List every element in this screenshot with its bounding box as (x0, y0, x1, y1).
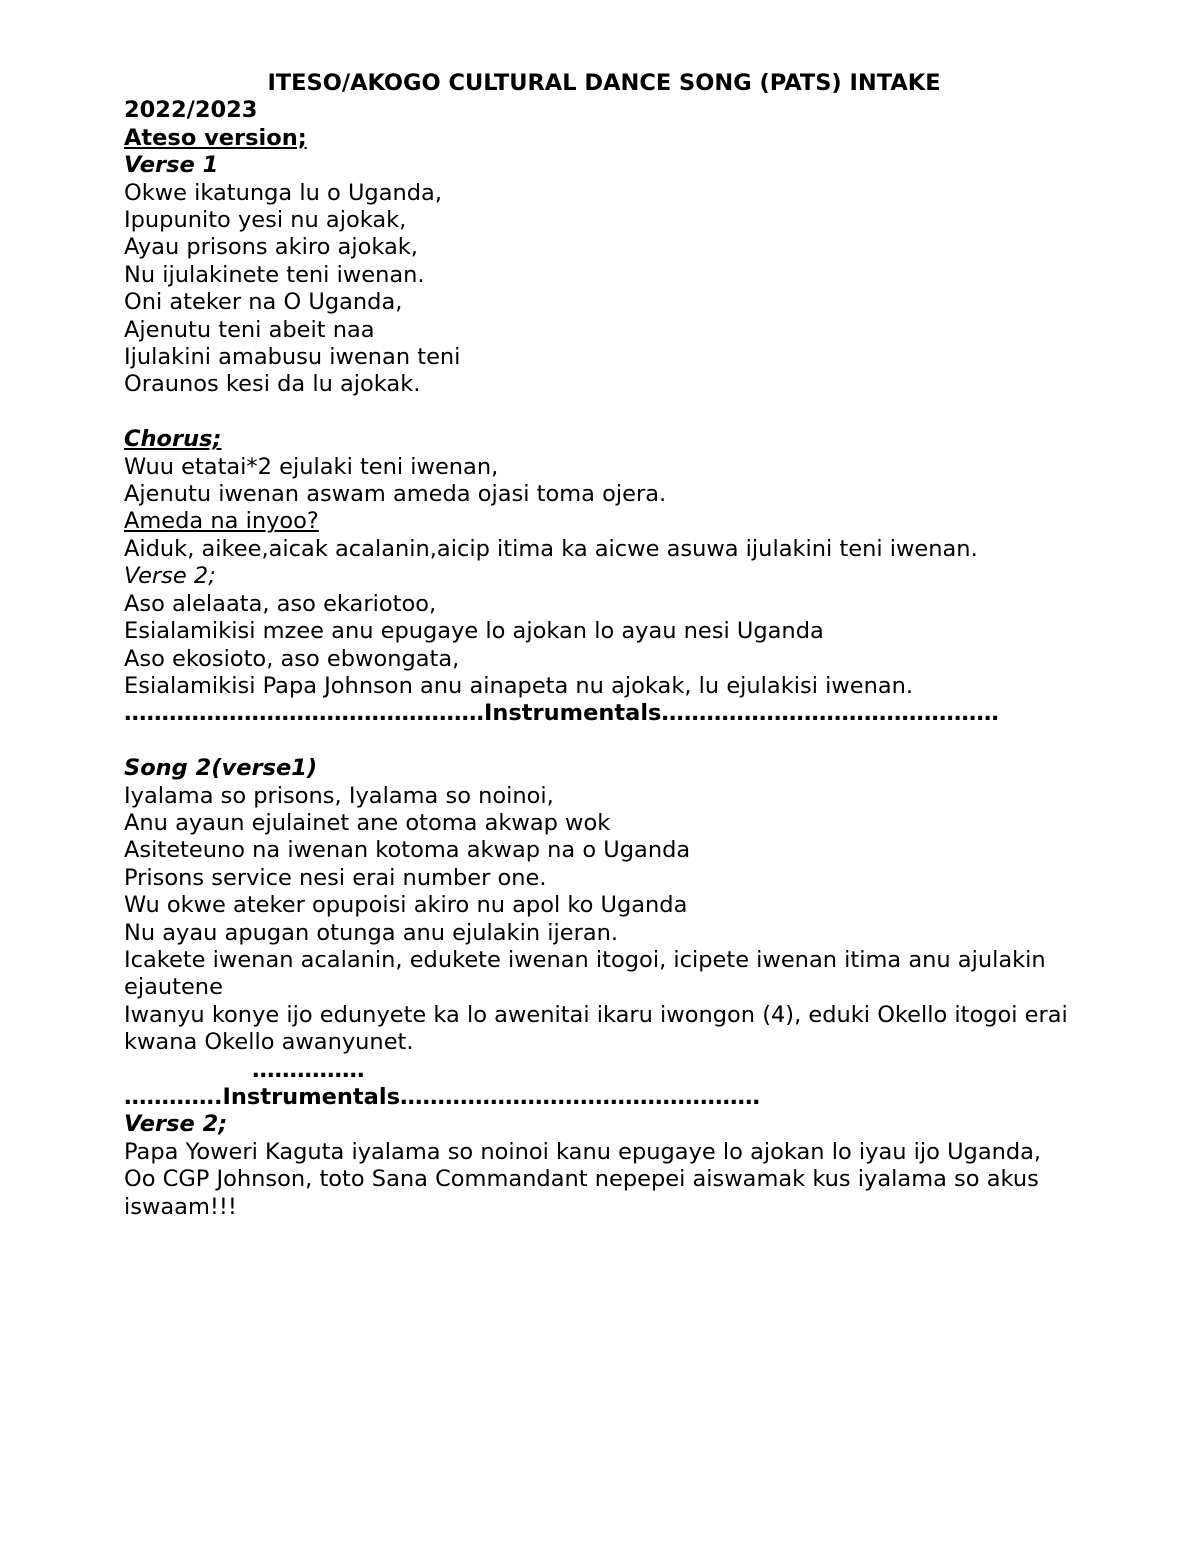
verse1-line: Okwe ikatunga lu o Uganda, (124, 179, 442, 206)
document-title: ITESO/AKOGO CULTURAL DANCE SONG (PATS) INTAKE (267, 70, 941, 96)
song2-verse1-heading: Song 2(verse1) (124, 755, 318, 782)
instrumentals-divider: …………………………………………Instrumentals……………………………………… (124, 700, 999, 727)
verse1-line: Ajenutu teni abeit naa (124, 316, 375, 343)
song2-verse1-paragraph: Iwanyu konye ijo edunyete ka lo awenitai ikaru iwongon (4), eduki Okello itogoi erai kwana Okello awanyunet. (124, 1001, 1068, 1056)
verse1-line: Oraunos kesi da lu ajokak. (124, 371, 421, 398)
verse1-line: Ayau prisons akiro ajokak, (124, 234, 418, 261)
song2-verse2-heading: Verse 2; (124, 1111, 228, 1138)
song2-verse1-line: Iyalama so prisons, Iyalama so noinoi, (124, 782, 554, 809)
verse2-line: Aso alelaata, aso ekariotoo, (124, 590, 437, 617)
document-body (124, 70, 1084, 1221)
song2-verse1-line: Asiteteuno na iwenan kotoma akwap na o Uganda (124, 837, 691, 864)
blank-line (124, 399, 1084, 426)
verse2-line: Esialamikisi Papa Johnson anu ainapeta nu ajokak, lu ejulakisi iwenan. (124, 672, 914, 699)
instrumentals-divider: ………….Instrumentals………………………………………… (124, 1084, 760, 1110)
document-year: 2022/2023 (124, 97, 258, 124)
chorus-heading: Chorus; (124, 426, 222, 453)
chorus-line: Ajenutu iwenan aswam ameda ojasi toma ojera. (124, 481, 667, 508)
verse1-line: Oni ateker na O Uganda, (124, 289, 403, 316)
verse1-line: Ijulakini amabusu iwenan teni (124, 344, 461, 371)
song2-verse1-line: Anu ayaun ejulainet ane otoma akwap wok (124, 809, 611, 836)
song2-verse1-line: Prisons service nesi erai number one. (124, 864, 547, 891)
chorus-answer: Aiduk, aikee,aicak acalanin,aicip itima ka aicwe asuwa ijulakini teni iwenan. (124, 535, 978, 562)
song2-verse2-paragraph: Oo CGP Johnson, toto Sana Commandant nepepei aiswamak kus iyalama so akus iswaam!!! (124, 1166, 1039, 1220)
song2-verse1-line: Wu okwe ateker opupoisi akiro nu apol ko Uganda (124, 892, 688, 919)
song2-verse2-paragraph: Papa Yoweri Kaguta iyalama so noinoi kanu epugaye lo ajokan lo iyau ijo Uganda, (124, 1138, 1042, 1165)
chorus-line: Wuu etatai*2 ejulaki teni iwenan, (124, 453, 499, 480)
verse1-line: Ipupunito yesi nu ajokak, (124, 207, 407, 234)
blank-line (124, 728, 1084, 755)
verse1-heading: Verse 1 (124, 152, 219, 179)
verse1-line: Nu ijulakinete teni iwenan. (124, 261, 425, 288)
verse2-line: Aso ekosioto, aso ebwongata, (124, 645, 460, 672)
version-heading: Ateso version; (124, 124, 307, 151)
chorus-question: Ameda na inyoo? (124, 508, 319, 535)
song2-verse1-paragraph: Icakete iwenan acalanin, edukete iwenan itogoi, icipete iwenan itima anu ajulakin ejautene (124, 946, 1046, 1001)
verse2-heading: Verse 2; (124, 563, 216, 590)
song2-verse1-line: Nu ayau apugan otunga anu ejulakin ijeran. (124, 919, 619, 946)
dots-separator: …………… (252, 1056, 365, 1083)
verse2-line: Esialamikisi mzee anu epugaye lo ajokan lo ayau nesi Uganda (124, 618, 824, 645)
